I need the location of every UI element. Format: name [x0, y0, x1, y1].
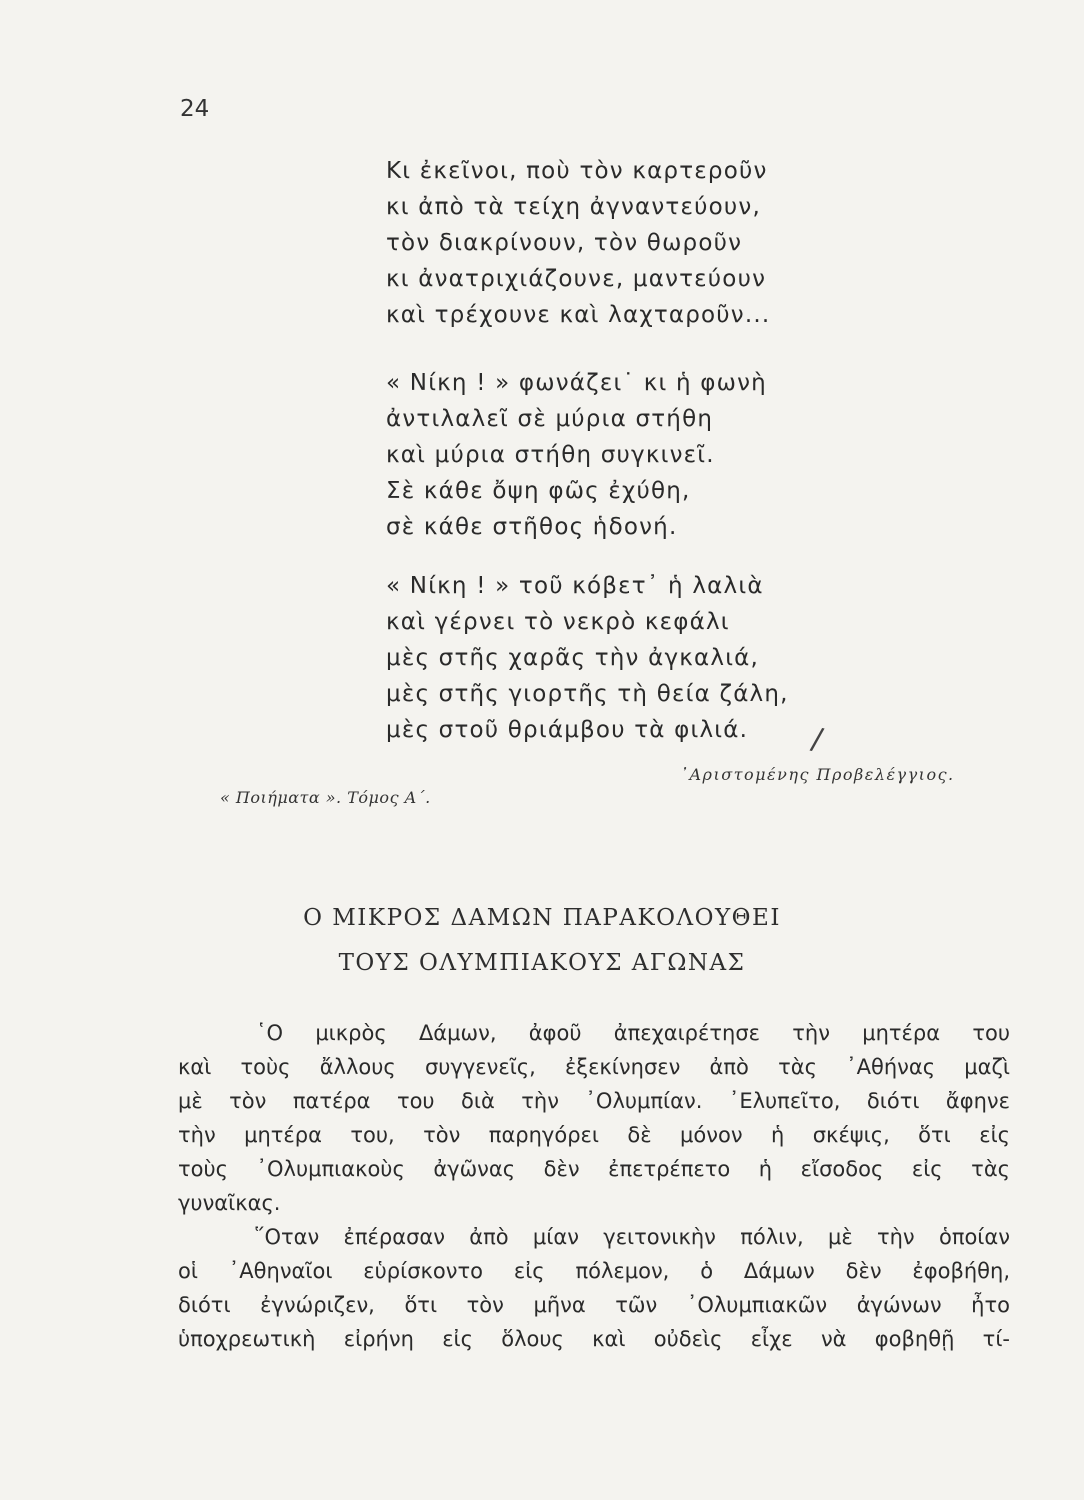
paragraph-line: μὲ τὸν πατέρα του διὰ τὴν ᾽Ολυμπίαν. ᾽Ελυπεῖτο, διότι ἄφηνε: [178, 1089, 1010, 1113]
page-number: 24: [180, 96, 210, 122]
poem-line: καὶ τρέχουνε καὶ λαχταροῦν...: [386, 302, 771, 328]
poem-line: « Νίκη ! » φωνάζει˙ κι ἡ φωνὴ: [386, 370, 767, 396]
paragraph-line: διότι ἐγνώριζεν, ὅτι τὸν μῆνα τῶν ᾽Ολυμπιακῶν ἀγώνων ἦτο: [178, 1293, 1010, 1317]
paragraph-line: ὑποχρεωτικὴ εἰρήνη εἰς ὅλους καὶ οὐδεὶς εἶχε νὰ φοβηθῇ τί-: [178, 1327, 1010, 1351]
poem-line: Κι ἐκεῖνοι, ποὺ τὸν καρτεροῦν: [386, 158, 768, 184]
poem-line: ἀντιλαλεῖ σὲ μύρια στήθη: [386, 406, 714, 432]
article-title-line-1: Ο ΜΙΚΡΟΣ ΔΑΜΩΝ ΠΑΡΑΚΟΛΟΥΘΕΙ: [303, 905, 781, 931]
paragraph-line: καὶ τοὺς ἄλλους συγγενεῖς, ἐξεκίνησεν ἀπὸ τὰς ᾽Αθήνας μαζὶ: [178, 1055, 1010, 1079]
poem-line: κι ἀπὸ τὰ τείχη ἀγναντεύουν,: [386, 194, 761, 220]
poem-line: μὲς στῆς γιορτῆς τὴ θεία ζάλη,: [386, 681, 789, 707]
poem-line: μὲς στῆς χαρᾶς τὴν ἀγκαλιά,: [386, 645, 760, 671]
paragraph-line: τὴν μητέρα του, τὸν παρηγόρει δὲ μόνον ἡ σκέψις, ὅτι εἰς: [178, 1123, 1010, 1147]
poem-line: κι ἀνατριχιάζουνε, μαντεύουν: [386, 266, 767, 292]
poem-line: καὶ γέρνει τὸ νεκρὸ κεφάλι: [386, 609, 730, 635]
poem-line: σὲ κάθε στῆθος ἡδονή.: [386, 514, 678, 540]
poem-author: ᾽Αριστομένης Προβελέγγιος.: [680, 765, 955, 784]
poem-line: μὲς στοῦ θριάμβου τὰ φιλιά.: [386, 717, 749, 743]
paragraph-line: ῞Οταν ἐπέρασαν ἀπὸ μίαν γειτονικὴν πόλιν, μὲ τὴν ὁποίαν: [254, 1225, 1010, 1249]
paragraph-line: ῾Ο μικρὸς Δάμων, ἀφοῦ ἀπεχαιρέτησε τὴν μητέρα του: [256, 1021, 1010, 1045]
paragraph-line: γυναῖκας.: [178, 1191, 281, 1215]
poem-line: καὶ μύρια στήθη συγκινεῖ.: [386, 442, 715, 468]
poem-line: « Νίκη ! » τοῦ κόβετ᾽ ἡ λαλιὰ: [386, 573, 764, 599]
poem-stanza: [386, 568, 789, 748]
poem-source: « Ποιήματα ». Τόμος Α΄.: [220, 788, 431, 807]
paragraph-line: τοὺς ᾽Ολυμπιακοὺς ἀγῶνας δὲν ἐπετρέπετο ἡ εἴσοδος εἰς τὰς: [178, 1157, 1010, 1181]
article-body: [178, 1016, 1010, 1356]
article-title-line-2: ΤΟΥΣ ΟΛΥΜΠΙΑΚΟΥΣ ΑΓΩΝΑΣ: [338, 950, 746, 976]
handwritten-mark-icon: /: [808, 721, 826, 758]
poem-line: τὸν διακρίνουν, τὸν θωροῦν: [386, 230, 743, 256]
paragraph-line: οἱ ᾽Αθηναῖοι εὑρίσκοντο εἰς πόλεμον, ὁ Δάμων δὲν ἐφοβήθη,: [178, 1259, 1010, 1283]
poem-line: Σὲ κάθε ὄψη φῶς ἐχύθη,: [386, 478, 691, 504]
poem-stanza: [386, 153, 770, 333]
poem-stanza: [386, 365, 767, 545]
